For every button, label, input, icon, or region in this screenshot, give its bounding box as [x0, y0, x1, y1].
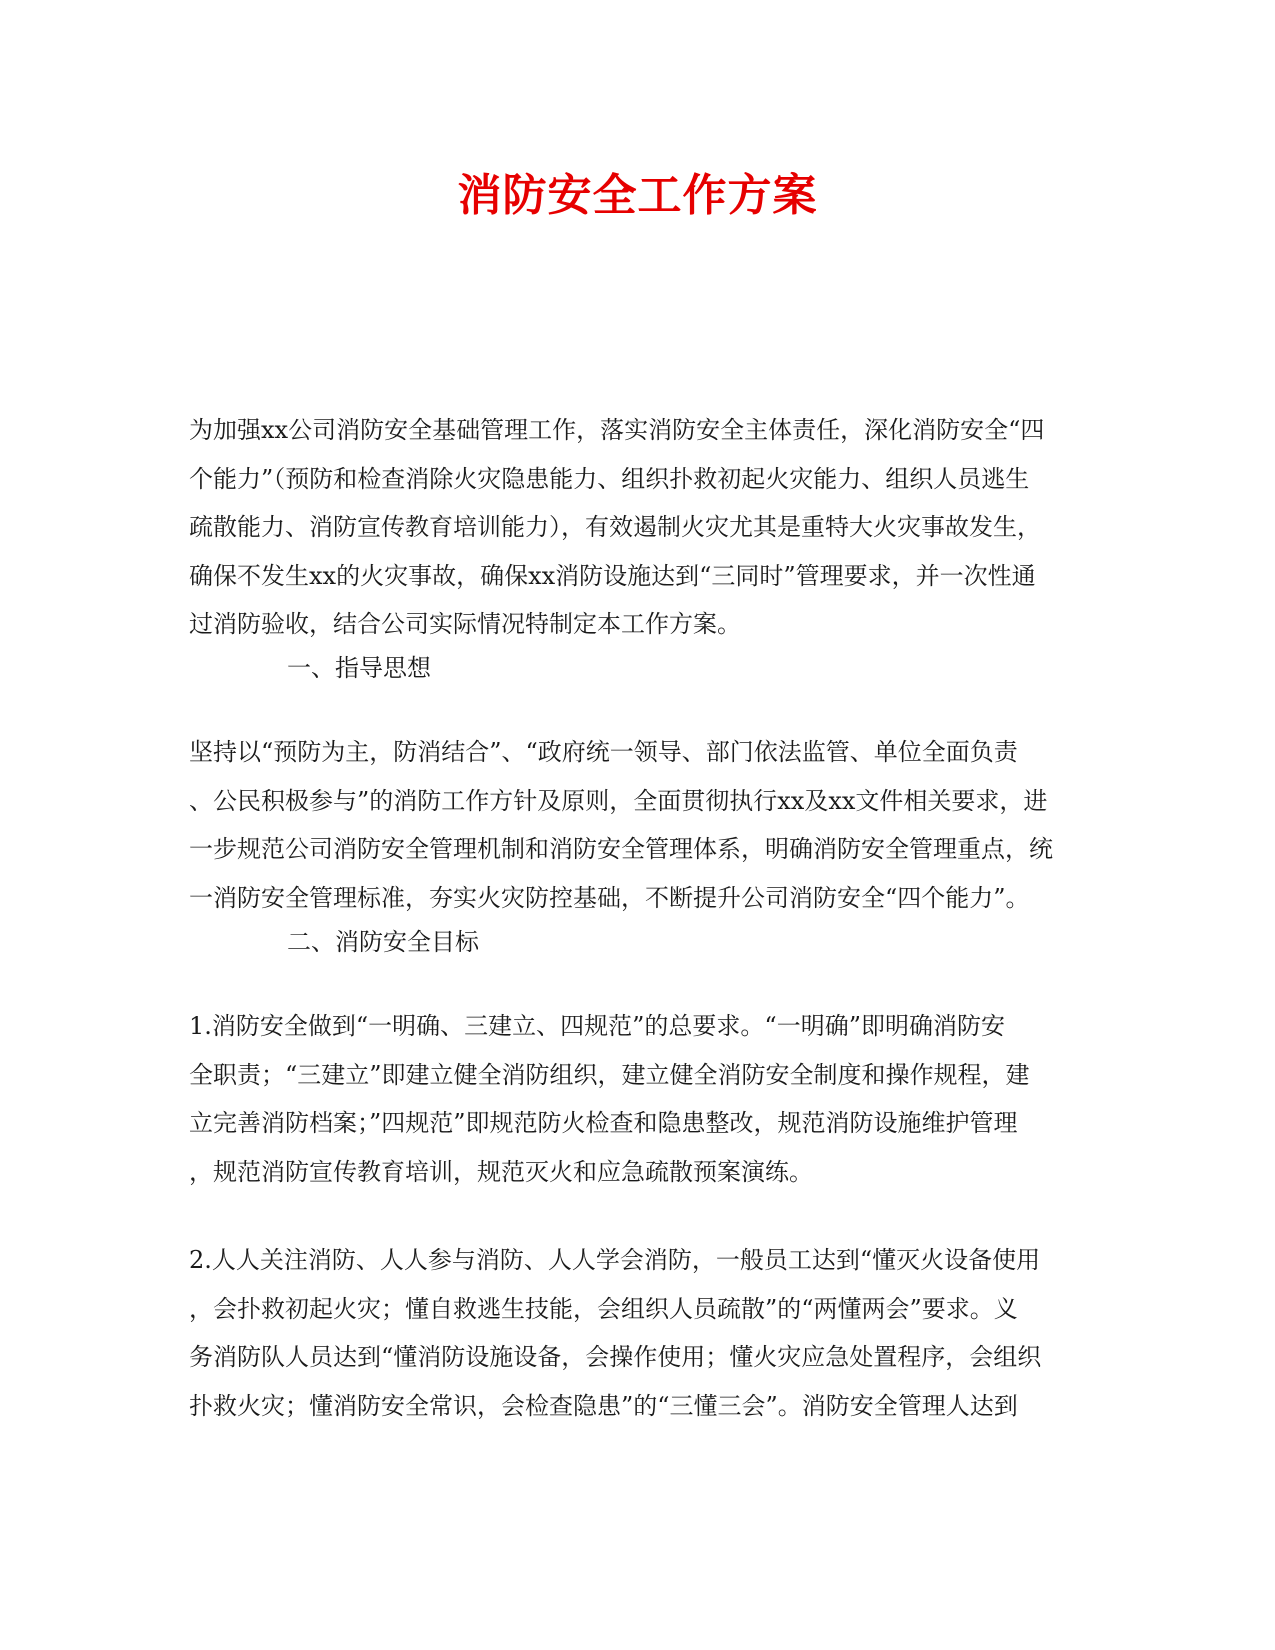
paragraph-line: ，规范消防宣传教育培训，规范灭火和应急疏散预案演练。: [189, 1157, 813, 1186]
paragraph-line: 扑救火灾；懂消防安全常识，会检查隐患”的“三懂三会”。消防安全管理人达到: [189, 1391, 1018, 1420]
safety-goal-item-2: [189, 1236, 1087, 1430]
paragraph-line: 一步规范公司消防安全管理机制和消防安全管理体系，明确消防安全管理重点，统: [189, 835, 1053, 863]
paragraph-line: 坚持以“预防为主，防消结合”、“政府统一领导、部门依法监管、单位全面负责: [189, 738, 1018, 766]
intro-line: 为加强xx公司消防安全基础管理工作，落实消防安全主体责任，深化消防安全“四: [189, 416, 1045, 444]
paragraph-line: ，会扑救初起火灾；懂自救逃生技能，会组织人员疏散”的“两懂两会”要求。义: [189, 1294, 1018, 1323]
paragraph-line: 2.人人关注消防、人人参与消防、人人学会消防，一般员工达到“懂灭火设备使用: [189, 1246, 1041, 1274]
intro-line: 过消防验收，结合公司实际情况特制定本工作方案。: [189, 610, 741, 638]
intro-line: 个能力”（预防和检查消除火灾隐患能力、组织扑救初起火灾能力、组织人员逃生: [189, 464, 1030, 493]
paragraph-line: 1.消防安全做到“一明确、三建立、四规范”的总要求。“一明确”即明确消防安: [189, 1012, 1005, 1040]
paragraph-line: 全职责；“三建立”即建立健全消防组织，建立健全消防安全制度和操作规程，建: [189, 1060, 1030, 1089]
intro-line: 确保不发生xx的火灾事故，确保xx消防设施达到“三同时”管理要求，并一次性通: [189, 561, 1036, 590]
safety-goal-item-1: [189, 1002, 1087, 1196]
paragraph-line: 立完善消防档案；”四规范”即规范防火检查和隐患整改，规范消防设施维护管理: [189, 1109, 1018, 1137]
paragraph-line: 务消防队人员达到“懂消防设施设备，会操作使用；懂火灾应急处置程序，会组织: [189, 1343, 1042, 1371]
intro-paragraph: [189, 406, 1087, 649]
paragraph-line: 、公民积极参与”的消防工作方针及原则，全面贯彻执行xx及xx文件相关要求，进: [189, 786, 1048, 815]
intro-line: 疏散能力、消防宣传教育培训能力），有效遏制火灾尤其是重特大火灾事故发生，: [189, 513, 1041, 541]
section-heading-safety-goals: 二、消防安全目标: [287, 928, 479, 956]
paragraph-line: 一消防安全管理标准，夯实火灾防控基础，不断提升公司消防安全“四个能力”。: [189, 883, 1030, 912]
guiding-ideology-paragraph: [189, 728, 1087, 922]
section-heading-guiding-ideology: 一、指导思想: [287, 654, 431, 682]
document-title: 消防安全工作方案: [457, 170, 818, 221]
